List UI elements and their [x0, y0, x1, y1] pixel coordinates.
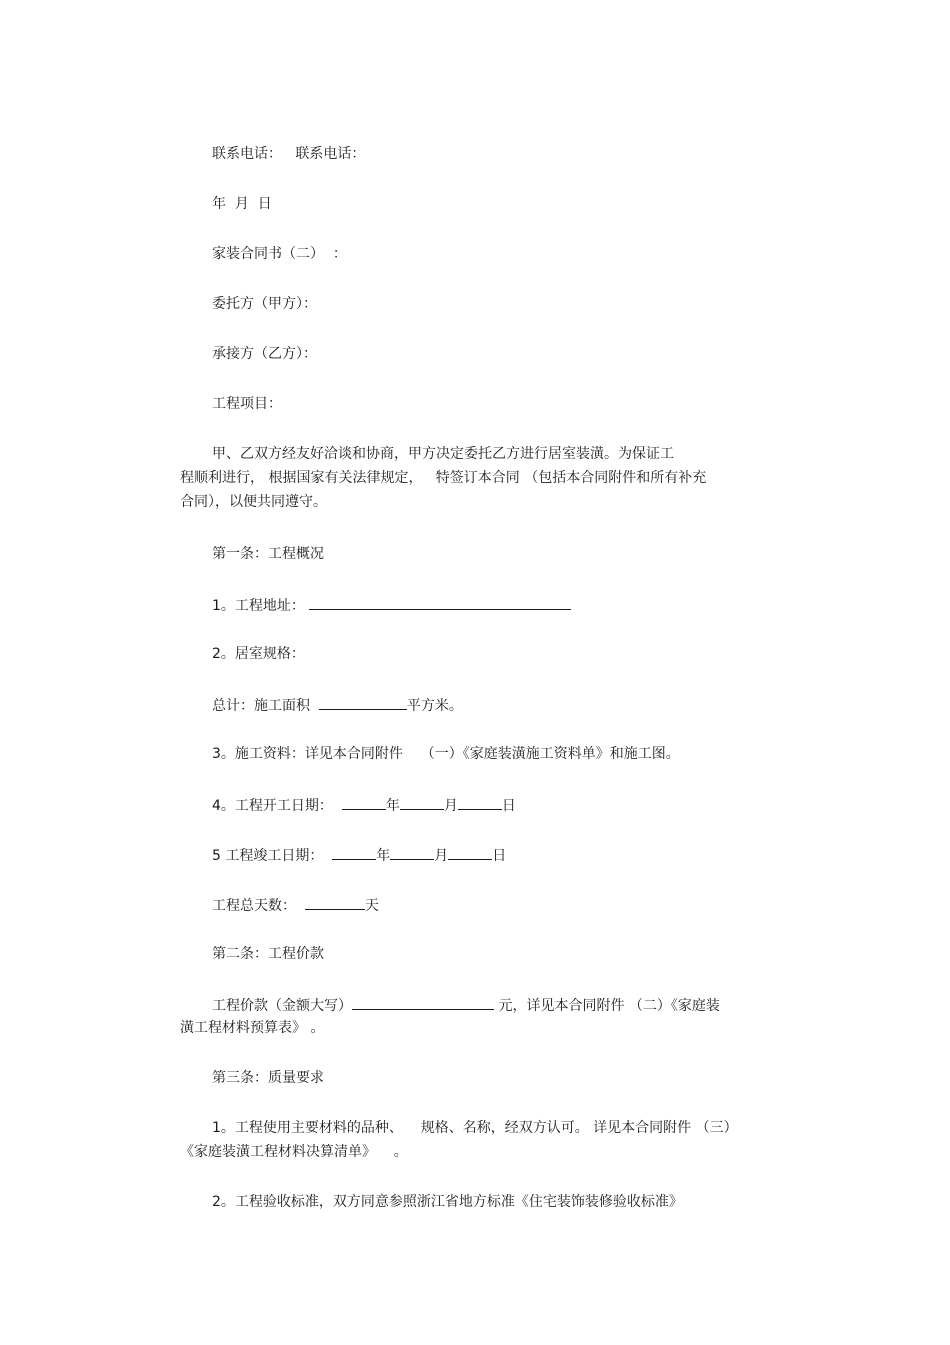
start-date-label: 4。工程开工日期： [212, 798, 333, 814]
materials-line: 3。施工资料：详见本合同附件 （一）《家庭装潢施工资料单》和施工图。 [212, 746, 680, 762]
party-a-label: 委托方（甲方）： [212, 296, 317, 312]
end-year-blank [332, 844, 376, 860]
address-row [212, 594, 571, 614]
article1-heading: 第一条：工程概况 [212, 546, 324, 562]
day-label: 日 [501, 798, 516, 814]
year-label: 年 [385, 798, 400, 814]
project-label: 工程项目： [212, 396, 282, 412]
start-day-blank [458, 794, 502, 810]
intro-line-2: 程顺利进行， 根据国家有关法律规定， 特签订本合同 （包括本合同附件和所有补充 [180, 470, 707, 486]
end-day-blank [448, 844, 492, 860]
area-row [212, 694, 463, 714]
days-unit: 天 [364, 898, 379, 914]
end-month-blank [390, 844, 434, 860]
end-date-row [212, 844, 506, 864]
start-year-blank [342, 794, 386, 810]
intro-line-1: 甲、乙双方经友好洽谈和协商，甲方决定委托乙方进行居室装潢。为保证工 [212, 446, 674, 462]
price-label: 工程价款（金额大写） [212, 998, 352, 1014]
month-label: 月 [434, 848, 449, 864]
area-label: 总计：施工面积 [212, 698, 310, 714]
day-label: 日 [492, 848, 507, 864]
end-date-label: 5 工程竣工日期： [212, 848, 324, 864]
quality-item-1-continued: 《家庭装潢工程材料决算清单》 。 [180, 1144, 408, 1160]
price-continued: 潢工程材料预算表》 。 [180, 1020, 325, 1036]
start-month-blank [400, 794, 444, 810]
start-date-row [212, 794, 516, 814]
total-days-blank [305, 894, 365, 910]
document-title: 家装合同书（二） ： [212, 246, 347, 262]
article2-heading: 第二条：工程价款 [212, 946, 324, 962]
quality-item-1: 1。工程使用主要材料的品种、 规格、名称，经双方认可。 详见本合同附件 （三） [212, 1120, 738, 1136]
area-blank [319, 694, 407, 710]
price-rest: 元，详见本合同附件 （二）《家庭装 [494, 998, 720, 1014]
quality-item-2: 2。工程验收标准，双方同意参照浙江省地方标准《住宅装饰装修验收标准》 [212, 1194, 683, 1210]
price-row [212, 994, 720, 1014]
contact-phone-line: 联系电话： 联系电话： [212, 146, 366, 162]
article3-heading: 第三条：质量要求 [212, 1070, 324, 1086]
address-blank [309, 594, 571, 610]
party-b-label: 承接方（乙方）： [212, 346, 317, 362]
intro-line-3: 合同），以便共同遵守。 [180, 494, 327, 510]
area-unit: 平方米。 [406, 698, 463, 714]
total-days-row [212, 894, 379, 914]
address-label: 1。工程地址： [212, 598, 305, 614]
price-blank [352, 994, 494, 1010]
year-label: 年 [376, 848, 391, 864]
date-line: 年 月 日 [212, 196, 272, 212]
month-label: 月 [443, 798, 458, 814]
total-days-label: 工程总天数： [212, 898, 296, 914]
room-spec-label: 2。居室规格： [212, 646, 305, 662]
